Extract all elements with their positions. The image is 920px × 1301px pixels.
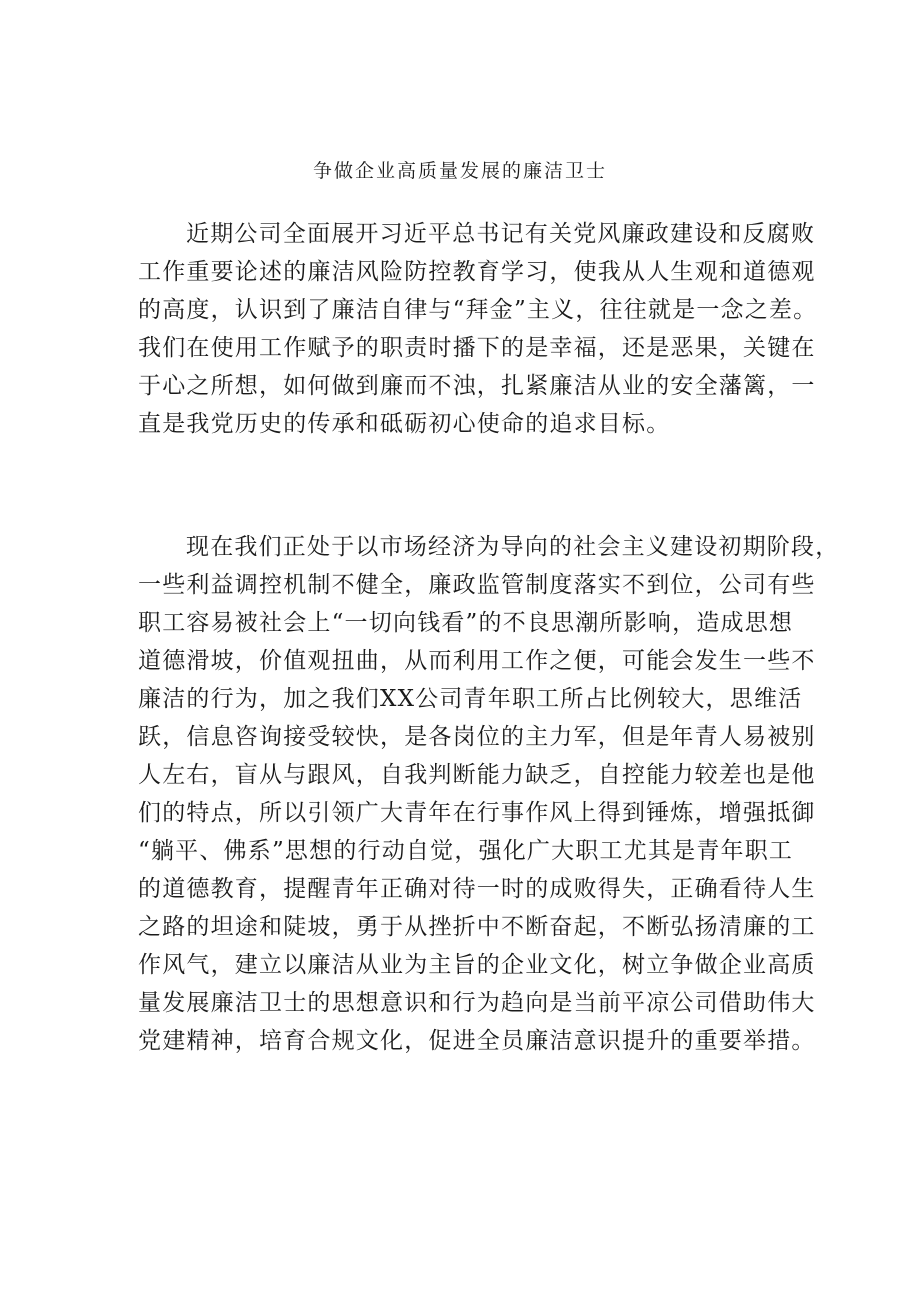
paragraph-line: 直是我党历史的传承和砥砺初心使命的追求目标。 bbox=[138, 411, 671, 437]
paragraph-line: 现在我们正处于以市场经济为导向的社会主义建设初期阶段， bbox=[186, 534, 840, 560]
paragraph-line: 工作重要论述的廉洁风险防控教育学习，使我从人生观和道德观 bbox=[138, 259, 816, 285]
paragraph-line: 之路的坦途和陡坡，勇于从挫折中不断奋起，不断弘扬清廉的工 bbox=[138, 914, 816, 940]
paragraph-line: 近期公司全面展开习近平总书记有关党风廉政建设和反腐败 bbox=[186, 221, 816, 247]
paragraph-line: 于心之所想，如何做到廉而不浊，扎紧廉洁从业的安全藩篱，一 bbox=[138, 373, 816, 399]
paragraph-line: 量发展廉洁卫士的思想意识和行为趋向是当前平凉公司借助伟大 bbox=[138, 990, 816, 1016]
paragraph-line: “躺平、佛系”思想的行动自觉，强化广大职工尤其是青年职工 bbox=[138, 838, 794, 864]
paragraph-line: 们的特点，所以引领广大青年在行事作风上得到锤炼，增强抵御 bbox=[138, 800, 816, 826]
paragraph-line: 一些利益调控机制不健全，廉政监管制度落实不到位，公司有些 bbox=[138, 572, 816, 598]
paragraph-line: 人左右，盲从与跟风，自我判断能力缺乏，自控能力较差也是他 bbox=[138, 762, 816, 788]
paragraph-1 bbox=[138, 215, 818, 443]
paragraph-line: 职工容易被社会上“一切向钱看”的不良思潮所影响，造成思想 bbox=[138, 610, 794, 636]
paragraph-2 bbox=[138, 528, 840, 1060]
paragraph-line: 廉洁的行为，加之我们XX公司青年职工所占比例较大，思维活 bbox=[138, 686, 803, 712]
paragraph-line: 的高度，认识到了廉洁自律与“拜金”主义，往往就是一念之差。 bbox=[138, 297, 818, 323]
paragraph-line: 党建精神，培育合规文化，促进全员廉洁意识提升的重要举措。 bbox=[138, 1028, 816, 1054]
paragraph-line: 的道德教育，提醒青年正确对待一时的成败得失，正确看待人生 bbox=[138, 876, 816, 902]
document-title: 争做企业高质量发展的廉洁卫士 bbox=[312, 160, 607, 182]
paragraph-line: 我们在使用工作赋予的职责时播下的是幸福，还是恶果，关键在 bbox=[138, 335, 816, 361]
paragraph-line: 道德滑坡，价值观扭曲，从而利用工作之便，可能会发生一些不 bbox=[138, 648, 816, 674]
paragraph-line: 作风气，建立以廉洁从业为主旨的企业文化，树立争做企业高质 bbox=[138, 952, 816, 978]
paragraph-line: 跃，信息咨询接受较快，是各岗位的主力军，但是年青人易被别 bbox=[138, 724, 816, 750]
